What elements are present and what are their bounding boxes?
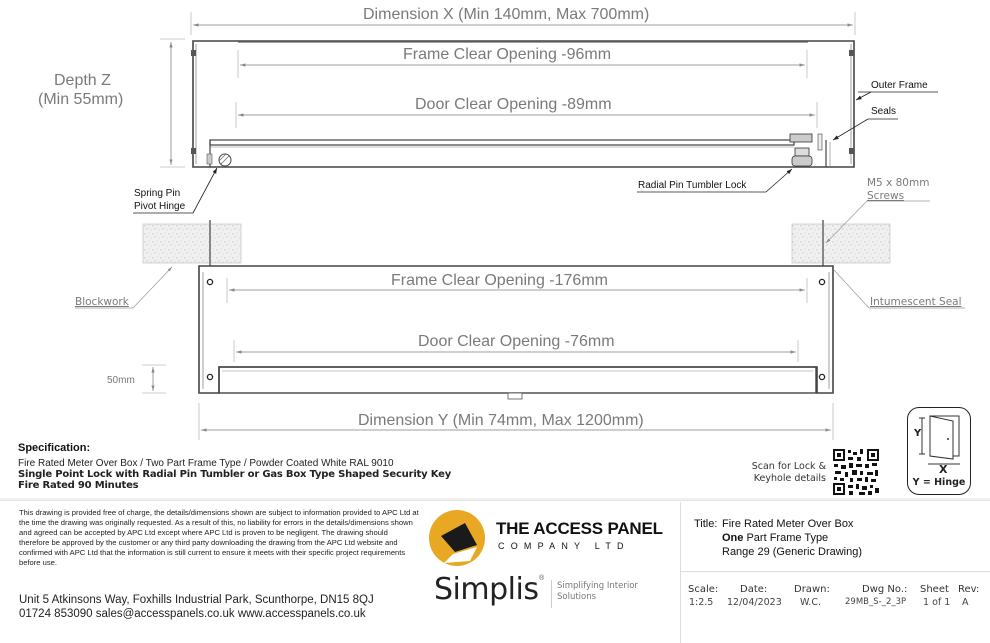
disclaimer-text: This drawing is provided free of charge, the details/dimensions shown are subject to information provided to APC Ltd at the time the drawing was originally requested. As a result of this, no liability for errors in the details/dimensions shown and agreed can be accepted by APC Ltd except where APC Ltd is proven to be negligent. The drawing should therefore be approved by the customer or any third party downloading the drawing from the APC Ltd website and confirmed with APC Ltd that the information is still current to ensure it meets with their specific project requirements before use.	[19, 508, 419, 567]
bottom-door-clear-opening-label: Door Clear Opening -76mm	[418, 333, 615, 350]
specification-line-3: Fire Rated 90 Minutes	[18, 480, 139, 491]
screws-callout-line1: M5 x 80mm	[867, 177, 930, 189]
company-name: THE ACCESS PANEL	[496, 519, 663, 538]
radial-lock-callout: Radial Pin Tumbler Lock	[638, 180, 747, 191]
spring-pin-callout-line2: Pivot Hinge	[134, 201, 186, 212]
title-block-text	[722, 517, 862, 559]
blockwork-callout: Blockwork	[75, 296, 129, 308]
access-panel-logo-icon	[428, 509, 486, 567]
drawn-value: W.C.	[800, 597, 821, 608]
hinge-legend	[907, 407, 971, 495]
dwg-no-value: 29MB_S-_2_3P	[845, 597, 907, 607]
bottom-frame-clear-opening-label: Frame Clear Opening -176mm	[391, 272, 608, 289]
sheet-value: 1 of 1	[923, 597, 951, 608]
tagline-line2: Solutions	[557, 592, 597, 602]
sheet-header: Sheet	[920, 584, 949, 595]
registered-mark: ®	[539, 575, 545, 582]
qr-caption-line2: Keyhole details	[753, 473, 826, 484]
spring-pin-callout-line1: Spring Pin	[134, 188, 181, 199]
dwg-no-header: Dwg No.:	[862, 584, 908, 595]
qr-caption-line1: Scan for Lock &	[751, 461, 826, 472]
screws-callout-line2: Screws	[867, 190, 905, 202]
company-address: Unit 5 Atkinsons Way, Foxhills Industrial Park, Scunthorpe, DN15 8QJ	[19, 594, 374, 606]
depth-z-min-label: (Min 55mm)	[38, 91, 124, 108]
rev-header: Rev:	[958, 584, 980, 595]
title-line-3: Range 29 (Generic Drawing)	[722, 546, 863, 558]
specification-line-1: Fire Rated Meter Over Box / Two Part Frame Type / Powder Coated White RAL 9010	[18, 458, 394, 469]
qr-caption	[746, 461, 826, 485]
fifty-mm-label: 50mm	[107, 375, 135, 386]
simplis-tagline	[557, 581, 638, 603]
date-value: 12/04/2023	[727, 597, 782, 608]
hinge-y-label: Y	[914, 428, 922, 439]
company-name-sub: COMPANY LTD	[498, 541, 630, 551]
intumescent-seal-callout: Intumescent Seal	[870, 296, 962, 308]
title-line-2-bold: One	[722, 532, 744, 544]
depth-z-label: Depth Z	[54, 72, 111, 89]
top-frame-clear-opening-label: Frame Clear Opening -96mm	[403, 46, 612, 63]
qr-code-icon[interactable]	[832, 448, 880, 496]
scale-value: 1:2.5	[689, 597, 714, 608]
title-line-2	[722, 531, 862, 545]
dimension-y-label: Dimension Y (Min 74mm, Max 1200mm)	[358, 412, 644, 429]
title-line-2-rest: Part Frame Type	[743, 532, 829, 544]
dimension-x-label: Dimension X (Min 140mm, Max 700mm)	[363, 6, 650, 23]
bottom-view	[75, 201, 965, 440]
tagline-line1: Simplifying Interior	[557, 581, 638, 591]
drawn-header: Drawn:	[794, 584, 830, 595]
hinge-x-label: X	[939, 463, 948, 476]
specification-block	[18, 442, 451, 491]
title-line-1: Fire Rated Meter Over Box	[722, 518, 854, 530]
date-header: Date:	[740, 584, 768, 595]
specification-title: Specification:	[18, 442, 91, 454]
title-label: Title:	[694, 518, 718, 530]
specification-line-2: Single Point Lock with Radial Pin Tumbler or Gas Box Type Shaped Security Key	[18, 469, 452, 480]
outer-frame-callout: Outer Frame	[871, 80, 928, 91]
simplis-brand: Simplis	[434, 572, 539, 607]
rev-value: A	[962, 597, 969, 608]
top-door-clear-opening-label: Door Clear Opening -89mm	[415, 96, 612, 113]
company-contact: 01724 853090 sales@accesspanels.co.uk www.accesspanels.co.uk	[19, 608, 366, 620]
seals-callout: Seals	[871, 106, 897, 117]
scale-header: Scale:	[688, 584, 719, 595]
hinge-caption: Y = Hinge	[912, 477, 966, 488]
